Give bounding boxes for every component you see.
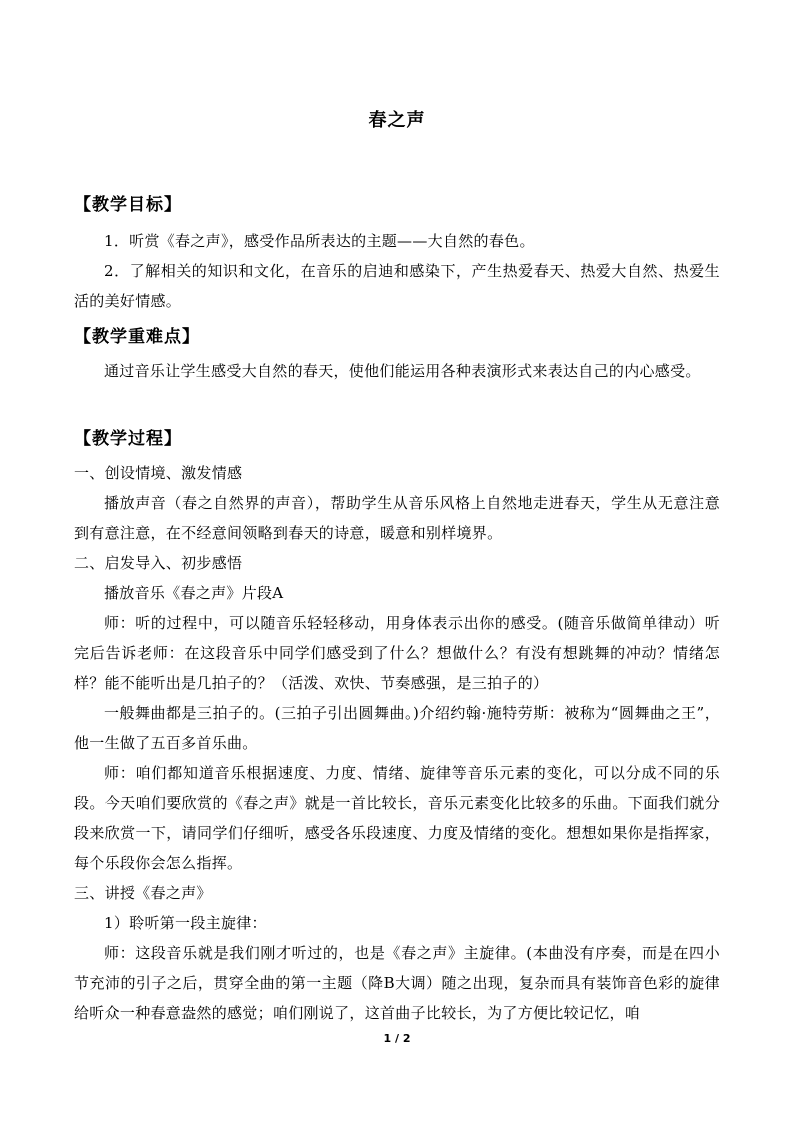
step2-play: 播放音乐《春之声》片段A (104, 584, 284, 602)
document-title: 春之声 (368, 110, 426, 131)
goals-heading: 【教学目标】 (74, 195, 182, 215)
step2-teacher-1: 师：听的过程中，可以随音乐轻轻移动，用身体表示出你的感受。(随音乐做简单律动）听完后告诉老师：在这段音乐中同学们感受到了什么？想做什么？有没有想跳舞的冲动？情绪怎样？能不能听出是几拍子的？（活泼、欢快、节奏感强，是三拍子的） (74, 614, 720, 692)
step3-teacher: 师：这段音乐就是我们刚才听过的，也是《春之声》主旋律。(本曲没有序奏，而是在四小节充沛的引子之后，贯穿全曲的第一主题（降B大调）随之出现，复杂而具有装饰音色彩的旋律给听众一种春意盎然的感觉；咱们刚说了，这首曲子比较长，为了方便比较记忆，咱 (74, 944, 720, 1022)
step2-teacher-2: 师：咱们都知道音乐根据速度、力度、情绪、旋律等音乐元素的变化，可以分成不同的乐段。今天咱们要欣赏的《春之声》就是一首比较长，音乐元素变化比较多的乐曲。下面我们就分段来欣赏一下，请同学们仔细听，感受各乐段速度、力度及情绪的变化。想想如果你是指挥家，每个乐段你会怎么指挥。 (74, 764, 720, 872)
step3-sub1: 1）聆听第一段主旋律： (104, 914, 267, 932)
goal-item-2: 2．了解相关的知识和文化，在音乐的启迪和感染下，产生热爱春天、热爱大自然、热爱生活的美好情感。 (74, 262, 720, 310)
step1-text: 播放声音（春之自然界的声音），帮助学生从音乐风格上自然地走进春天，学生从无意注意到有意注意，在不经意间领略到春天的诗意，暖意和别样境界。 (74, 494, 720, 542)
keypoints-text: 通过音乐让学生感受大自然的春天，使他们能运用各种表演形式来表达自己的内心感受。 (104, 362, 701, 380)
step1-heading: 一、创设情境、激发情感 (74, 464, 243, 482)
step2-dance: 一般舞曲都是三拍子的。(三拍子引出圆舞曲。)介绍约翰·施特劳斯：被称为“圆舞曲之王”，他一生做了五百多首乐曲。 (74, 704, 720, 752)
step3-heading: 三、讲授《春之声》 (74, 884, 212, 902)
keypoints-heading: 【教学重难点】 (74, 327, 200, 347)
page-number: 1 / 2 (383, 1032, 411, 1045)
process-heading: 【教学过程】 (74, 429, 182, 449)
step2-heading: 二、启发导入、初步感悟 (74, 554, 243, 572)
goal-item-1: 1．听赏《春之声》，感受作品所表达的主题——大自然的春色。 (104, 232, 535, 250)
